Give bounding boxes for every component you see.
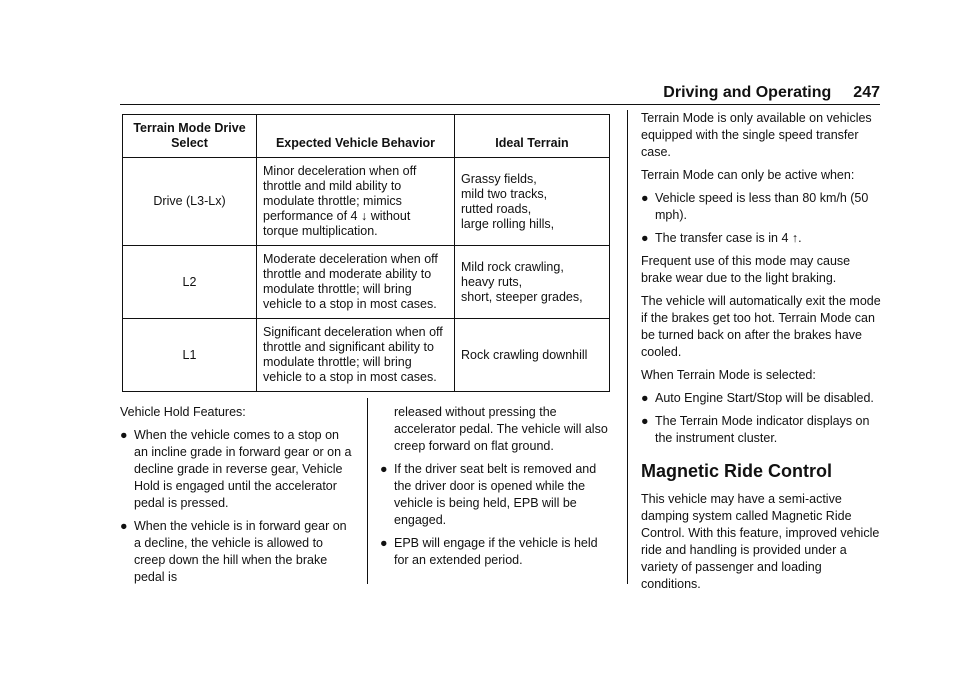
list-item-text: When the vehicle is in forward gear on a decline, the vehicle is allowed to creep down the hill when the brake pedal is: [134, 519, 347, 584]
paragraph: The vehicle will automatically exit the mode if the brakes get too hot. Terrain Mode can be turned back on after the brakes have cooled.: [641, 294, 881, 359]
column-middle: [380, 404, 614, 575]
paragraph: Frequent use of this mode may cause brake wear due to the light braking.: [641, 254, 851, 285]
behavior-cell: Moderate deceleration when off throttle and moderate ability to modulate throttle; will bring vehicle to a stop in most cases.: [257, 246, 455, 319]
bullet-icon: ●: [120, 428, 128, 442]
paragraph: Terrain Mode can only be active when:: [641, 168, 855, 182]
continuation-text: released without pressing the accelerator pedal. The vehicle will also creep forward on flat ground.: [394, 405, 608, 453]
list-item: [120, 518, 352, 586]
section-title: Driving and Operating: [663, 84, 832, 101]
table-row: [123, 319, 610, 392]
header-mode: Terrain Mode Drive Select: [123, 115, 257, 158]
column-right: [641, 110, 881, 599]
mode-cell: L2: [123, 246, 257, 319]
paragraph: When Terrain Mode is selected:: [641, 368, 816, 382]
header-behavior: Expected Vehicle Behavior: [257, 115, 455, 158]
column-left: [120, 404, 352, 592]
header-rule: [120, 104, 880, 105]
paragraph: This vehicle may have a semi-active damping system called Magnetic Ride Control. With this feature, improved vehicle ride and handling is provided under a variety of passenger and loading conditions.: [641, 492, 880, 591]
selected-list: [641, 390, 881, 447]
list-item: [380, 535, 614, 569]
list-item-text: The Terrain Mode indicator displays on the instrument cluster.: [655, 414, 870, 445]
list-item: [120, 427, 352, 512]
bullet-icon: ●: [120, 519, 128, 533]
mode-cell: L1: [123, 319, 257, 392]
list-item: [641, 230, 881, 247]
list-item: [641, 190, 881, 224]
vehicle-hold-list: [120, 427, 352, 586]
list-item: [380, 461, 614, 529]
table-row: [123, 246, 610, 319]
column-divider: [367, 398, 368, 584]
list-item-text: The transfer case is in 4 ↑.: [655, 231, 802, 245]
bullet-icon: ●: [380, 536, 388, 550]
list-item-text: Auto Engine Start/Stop will be disabled.: [655, 391, 874, 405]
table-row: [123, 158, 610, 246]
behavior-cell: Minor deceleration when off throttle and mild ability to modulate throttle; mimics performance of 4 ↓ without torque multiplication.: [257, 158, 455, 246]
terrain-cell: Grassy fields, mild two tracks, rutted roads, large rolling hills,: [455, 158, 610, 246]
bullet-icon: ●: [641, 414, 649, 428]
list-item-text: If the driver seat belt is removed and the driver door is opened while the vehicle is being held, EPB will be engaged.: [394, 462, 597, 527]
vehicle-hold-list-cont: [380, 461, 614, 569]
list-item-text: Vehicle speed is less than 80 km/h (50 mph).: [655, 191, 869, 222]
terrain-cell: Mild rock crawling, heavy ruts, short, steeper grades,: [455, 246, 610, 319]
vehicle-hold-intro: Vehicle Hold Features:: [120, 405, 246, 419]
header-terrain: Ideal Terrain: [455, 115, 610, 158]
list-item: [641, 413, 881, 447]
paragraph: Terrain Mode is only available on vehicles equipped with the single speed transfer case.: [641, 111, 872, 159]
section-heading: Magnetic Ride Control: [641, 461, 833, 481]
condition-list: [641, 190, 881, 247]
terrain-mode-table: [122, 114, 610, 392]
mode-cell: Drive (L3-Lx): [123, 158, 257, 246]
list-item-text: When the vehicle comes to a stop on an incline grade in forward gear or on a decline grade in reverse gear, Vehicle Hold is engaged until the accelerator pedal is pressed.: [134, 428, 352, 510]
list-item-text: EPB will engage if the vehicle is held for an extended period.: [394, 536, 598, 567]
behavior-cell: Significant deceleration when off throttle and significant ability to modulate throttle; will bring vehicle to a stop in most cases.: [257, 319, 455, 392]
page-header: [0, 84, 880, 102]
page-number: 247: [853, 84, 880, 101]
bullet-icon: ●: [641, 231, 649, 245]
terrain-cell: Rock crawling downhill: [455, 319, 610, 392]
bullet-icon: ●: [641, 191, 649, 205]
list-item: [641, 390, 881, 407]
table-header-row: [123, 115, 610, 158]
bullet-icon: ●: [641, 391, 649, 405]
bullet-icon: ●: [380, 462, 388, 476]
column-divider: [627, 110, 628, 584]
